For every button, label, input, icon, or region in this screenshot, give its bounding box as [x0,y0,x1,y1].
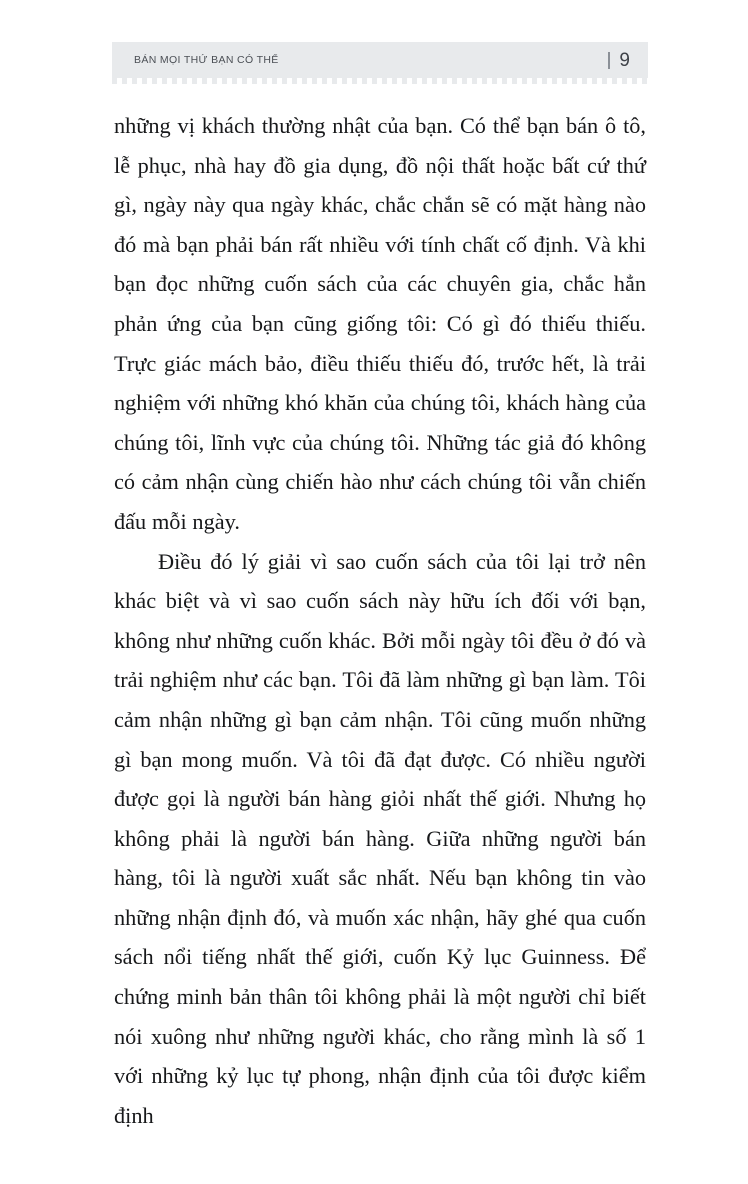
folio [608,51,630,70]
running-head-title: BÁN MỌI THỨ BẠN CÓ THỂ [134,53,279,66]
running-header [112,42,648,78]
body-text-block [114,106,646,1135]
folio-separator-rule [608,52,610,69]
header-scallop-edge [112,78,648,84]
paragraph-2: Điều đó lý giải vì sao cuốn sách của tôi lại trở nên khác biệt và vì sao cuốn sách này hữu ích đối với bạn, không như những cuốn khác. Bởi mỗi ngày tôi đều ở đó và trải nghiệm như các bạn. Tôi đã làm những gì bạn làm. Tôi cảm nhận những gì bạn cảm nhận. Tôi cũng muốn những gì bạn mong muốn. Và tôi đã đạt được. Có nhiều người được gọi là người bán hàng giỏi nhất thế giới. Nhưng họ không phải là người bán hàng. Giữa những người bán hàng, tôi là người xuất sắc nhất. Nếu bạn không tin vào những nhận định đó, và muốn xác nhận, hãy ghé qua cuốn sách nổi tiếng nhất thế giới, cuốn Kỷ lục Guinness. Để chứng minh bản thân tôi không phải là một người chỉ biết nói xuông như những người khác, cho rằng mình là số 1 với những kỷ lục tự phong, nhận định của tôi được kiểm định [114,548,646,1128]
paragraph-1: những vị khách thường nhật của bạn. Có thể bạn bán ô tô, lễ phục, nhà hay đồ gia dụng, đồ nội thất hoặc bất cứ thứ gì, ngày này qua ngày khác, chắc chắn sẽ có mặt hàng nào đó mà bạn phải bán rất nhiều với tính chất cố định. Và khi bạn đọc những cuốn sách của các chuyên gia, chắc hẳn phản ứng của bạn cũng giống tôi: Có gì đó thiếu thiếu. Trực giác mách bảo, điều thiếu thiếu đó, trước hết, là trải nghiệm với những khó khăn của chúng tôi, khách hàng của chúng tôi, lĩnh vực của chúng tôi. Những tác giả đó không có cảm nhận cùng chiến hào như cách chúng tôi vẫn chiến đấu mỗi ngày. [114,113,646,534]
page-number: 9 [619,49,630,71]
